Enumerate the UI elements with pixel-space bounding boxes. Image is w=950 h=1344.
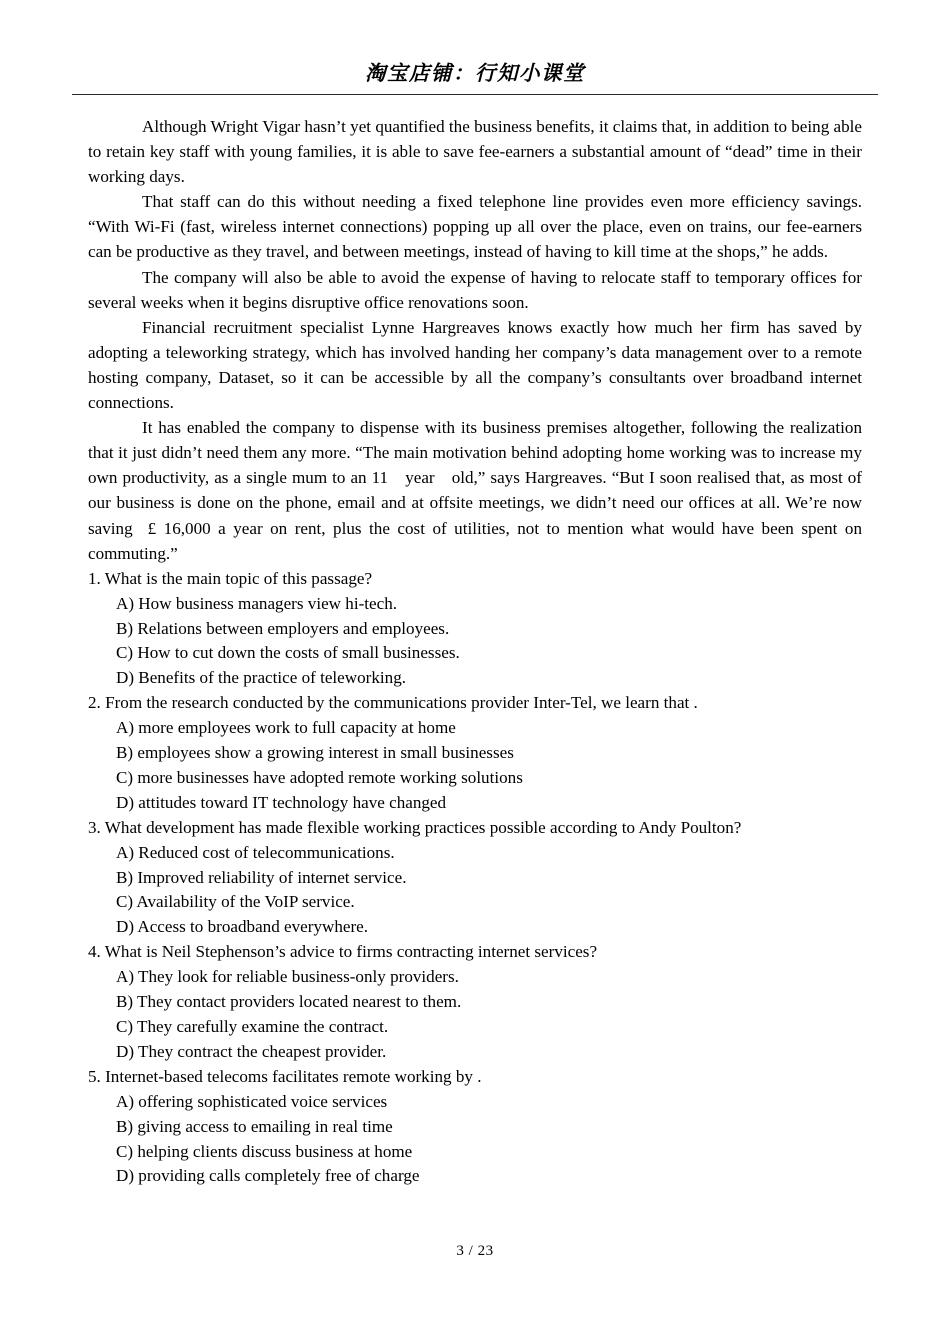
passage-body <box>88 114 862 566</box>
question-option-c[interactable]: C) more businesses have adopted remote working solutions <box>116 767 523 787</box>
passage-paragraph: Although Wright Vigar hasn’t yet quantified the business benefits, it claims that, in addition to being able to retain key staff with young families, it is able to save fee-earners a substantial amount of “dead” time in their working days. <box>88 117 862 187</box>
passage-paragraph: It has enabled the company to dispense with its business premises altogether, following the realization that it just didn’t need them any more. “The main motivation behind adopting home working was to increase my own productivity, as a single mum to an 11 year old,” says Hargreaves. “But I soon realised that, as most of our business is done on the phone, email and at offsite meetings, we didn’t need our offices at all. We’re now saving £ 16,000 a year on rent, plus the cost of utilities, not to mention what would have been spent on commuting.” <box>88 418 862 563</box>
question-stem: 2. From the research conducted by the communications provider Inter-Tel, we learn that . <box>88 693 698 713</box>
question-stem: 3. What development has made flexible working practices possible according to Andy Poulton? <box>88 817 742 837</box>
question-option-a[interactable]: A) more employees work to full capacity at home <box>116 718 456 738</box>
question-item <box>88 567 862 692</box>
questions-list <box>88 567 862 1190</box>
question-option-c[interactable]: C) They carefully examine the contract. <box>116 1017 389 1036</box>
passage-paragraph: Financial recruitment specialist Lynne Hargreaves knows exactly how much her firm has saved by adopting a teleworking strategy, which has involved handing her company’s data management over to a remote hosting company, Dataset, so it can be accessible by all the company’s consultants over broadband internet connections. <box>88 317 862 413</box>
question-option-d[interactable]: D) attitudes toward IT technology have changed <box>116 792 447 812</box>
question-option-b[interactable]: B) Relations between employers and employees. <box>116 618 450 638</box>
question-option-b[interactable]: B) They contact providers located nearest to them. <box>116 992 462 1012</box>
question-option-d[interactable]: D) Benefits of the practice of teleworking. <box>116 668 407 688</box>
question-option-d[interactable]: D) They contract the cheapest provider. <box>116 1041 387 1061</box>
header-divider <box>72 94 878 95</box>
question-option-c[interactable]: C) How to cut down the costs of small businesses. <box>116 643 460 663</box>
question-option-b[interactable]: B) employees show a growing interest in small businesses <box>116 743 514 763</box>
page-content <box>88 114 862 1189</box>
page-header <box>72 0 878 103</box>
question-item <box>88 1065 862 1190</box>
question-stem: 1. What is the main topic of this passage? <box>88 568 373 588</box>
question-option-a[interactable]: A) offering sophisticated voice services <box>116 1091 388 1111</box>
passage-paragraph: The company will also be able to avoid the expense of having to relocate staff to temporary offices for several weeks when it begins disruptive office renovations soon. <box>88 267 862 312</box>
question-option-b[interactable]: B) Improved reliability of internet service. <box>116 867 407 887</box>
question-item <box>88 691 862 816</box>
question-item <box>88 940 862 1065</box>
question-option-a[interactable]: A) They look for reliable business-only providers. <box>116 967 459 987</box>
passage-paragraph: That staff can do this without needing a fixed telephone line provides even more efficiency savings. “With Wi-Fi (fast, wireless internet connections) popping up all over the place, even on trains, our fee-earners can be productive as they travel, and between meetings, instead of having to kill time at the shops,” he adds. <box>88 192 862 262</box>
question-option-a[interactable]: A) How business managers view hi-tech. <box>116 593 398 613</box>
question-stem: 4. What is Neil Stephenson’s advice to firms contracting internet services? <box>88 942 598 962</box>
question-option-d[interactable]: D) Access to broadband everywhere. <box>116 917 369 937</box>
question-option-b[interactable]: B) giving access to emailing in real time <box>116 1116 393 1136</box>
header-title: 淘宝店铺：行知小课堂 <box>365 61 585 85</box>
question-option-d[interactable]: D) providing calls completely free of charge <box>116 1166 420 1186</box>
page-footer <box>0 1242 950 1260</box>
question-option-c[interactable]: C) Availability of the VoIP service. <box>116 892 355 912</box>
question-option-a[interactable]: A) Reduced cost of telecommunications. <box>116 842 395 862</box>
question-stem: 5. Internet-based telecoms facilitates remote working by . <box>88 1066 482 1086</box>
question-option-c[interactable]: C) helping clients discuss business at home <box>116 1141 413 1161</box>
page-number: 3 / 23 <box>456 1243 494 1259</box>
question-item <box>88 816 862 941</box>
